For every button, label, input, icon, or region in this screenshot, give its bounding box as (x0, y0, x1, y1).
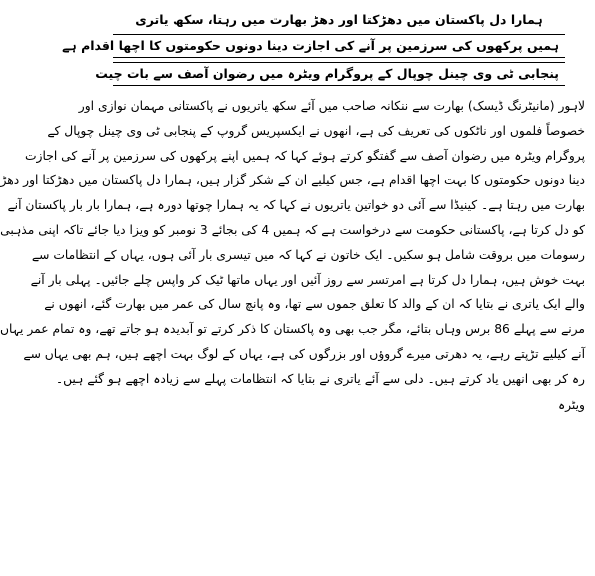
body-line: پروگرام ویٹرہ میں رضوان آصف سے گفتگو کرتے ہوئے کہا کہ ہمیں اپنے پرکھوں کی سرزمین پر آنے کی اجازت (24, 148, 585, 163)
body-line: بھارت میں رہتا ہے۔ کینیڈا سے آئی دو خواتین یاتریوں نے کہا کہ یہ ہمارا چوتھا دورہ ہے، ہمارا بار بار پاکستان آنے (7, 198, 585, 213)
body-line: رسومات میں بروقت شامل ہو سکیں۔ ایک خاتون نے کہا کہ میں تیسری بار آئی ہوں، یہاں کے انتظامات سے (31, 247, 585, 262)
article-body (0, 94, 585, 392)
body-line: مرنے سے پہلے 86 برس وہاں بتائے، مگر جب بھی وہ پاکستان کا ذکر کرتے تو آبدیدہ ہو جاتے تھے، وہ تمام عمر یہاں (0, 322, 585, 337)
body-line: لاہور (مانیٹرنگ ڈیسک) بھارت سے ننکانہ صاحب میں آئے سکھ یاتریوں نے پاکستانی مہمان نوازی اور (78, 99, 585, 113)
body-line: آنے کیلیے تڑپتے رہے، یہ دھرتی میرے گروؤں اور بزرگوں کی ہے، یہاں کے لوگ بہت اچھے ہیں، ہم بھی یہاں سے (23, 346, 585, 361)
body-line: بہت خوش ہیں، ہمارا دل کرتا ہے امرتسر سے روز آئیں اور یہاں ماتھا ٹیک کر واپس چلے جائیں۔ پہلی بار آنے (30, 272, 585, 287)
body-line: والے ایک یاتری نے بتایا کہ ان کے والد کا تعلق جموں سے تھا، وہ پانچ سال کی عمر میں بھارت گئے، انھوں نے (44, 297, 585, 312)
body-line: کو دل کرتا ہے، پاکستانی حکومت سے درخواست ہے کہ ہمیں 4 کی بجائے 3 نومبر کو ویزا دیا جائے تاکہ اپنی مذہبی (0, 222, 585, 237)
body-line: رہ کر بھی انھیں یاد کرتے ہیں۔ دلی سے آئے یاتری نے بتایا کہ انتظامات پہلے سے زیادہ اچھے ہو گئے ہیں۔ (55, 371, 585, 386)
source-credit: ویٹرہ (557, 397, 585, 412)
body-line: دینا دونوں حکومتوں کا بہت اچھا اقدام ہے، جس کیلیے ان کے شکر گزار ہیں، ہمارا دل پاکستان میں دھڑکتا اور دھڑ (0, 173, 585, 188)
sub-headline-1: ہمیں پرکھوں کی سرزمین پر آنے کی اجازت دینا دونوں حکومتوں کا اچھا اقدام ہے (113, 34, 565, 58)
body-line: خصوصاً فلموں اور ناٹکوں کی تعریف کی ہے، انھوں نے ایکسپریس گروپ کے پنجابی ٹی وی چینل چوپال کے (47, 123, 585, 138)
sub-headline-2: پنجابی ٹی وی چینل چوپال کے پروگرام ویٹرہ میں رضوان آصف سے بات چیت (113, 62, 565, 86)
main-headline: ہمارا دل پاکستان میں دھڑکتا اور دھڑ بھارت میں رہتا، سکھ یاتری (135, 12, 543, 27)
